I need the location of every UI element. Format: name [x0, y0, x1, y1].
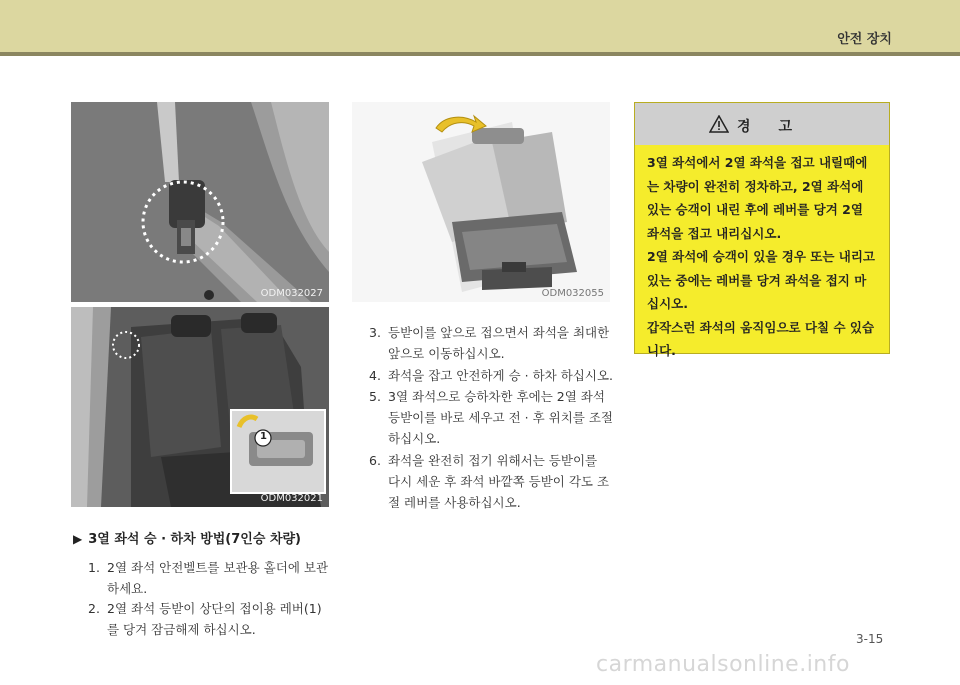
- folded-seat-photo: [352, 102, 610, 302]
- watermark: carmanualsonline.info: [596, 652, 850, 677]
- header-divider: [0, 52, 960, 56]
- procedure-heading: [73, 528, 301, 547]
- warning-triangle-icon: [709, 115, 729, 133]
- step-item: [88, 598, 332, 640]
- seatbelt-holder-photo: [71, 102, 329, 302]
- step-number: 5.: [369, 389, 381, 404]
- photo-code: ODM032055: [541, 288, 604, 299]
- photo-code: ODM032021: [260, 493, 323, 504]
- step-text: 3열 좌석으로 승하차한 후에는 2열 좌석 등받이를 바로 세우고 전 · 후 위치를 조절하십시오.: [388, 389, 613, 446]
- step-number: 4.: [369, 368, 381, 383]
- lever-callout-number: 1: [260, 431, 267, 442]
- step-number: 6.: [369, 453, 381, 468]
- photo-code: ODM032027: [260, 288, 323, 299]
- page-number: 3-15: [856, 632, 884, 646]
- step-number: 3.: [369, 325, 381, 340]
- procedure-heading-text: 3열 좌석 승 · 하차 방법(7인승 차량): [88, 532, 301, 547]
- warning-paragraph: 3열 좌석에서 2열 좌석을 접고 내릴때에는 차량이 완전히 정차하고, 2열 좌석에 있는 승객이 내린 후에 레버를 당겨 2열 좌석을 접고 내리십시오.: [647, 155, 868, 241]
- warning-title: 경고: [737, 119, 821, 135]
- step-item: [369, 322, 613, 364]
- step-number: 1.: [88, 560, 100, 575]
- second-row-seat-photo: [71, 307, 329, 507]
- step-item: [369, 386, 613, 449]
- step-text: 2열 좌석 등받이 상단의 접이용 레버(1)를 당겨 잠금해제 하십시오.: [107, 601, 322, 637]
- step-item: [369, 450, 613, 513]
- section-title: 안전 장치: [837, 32, 892, 47]
- step-text: 2열 좌석 안전벨트를 보관용 홀더에 보관하세요.: [107, 560, 329, 596]
- seatbelt-holder-illustration: [71, 102, 329, 302]
- warning-body: [635, 145, 889, 363]
- step-item: [88, 557, 332, 599]
- play-triangle-icon: ▶: [73, 532, 83, 546]
- warning-header: [635, 103, 889, 145]
- header-band: [0, 0, 960, 56]
- warning-paragraph: 2열 좌석에 승객이 있을 경우 또는 내리고 있는 중에는 레버를 당겨 좌석을 접지 마십시오.: [647, 249, 876, 311]
- step-text: 등받이를 앞으로 접으면서 좌석을 최대한 앞으로 이동하십시오.: [388, 325, 610, 361]
- warning-paragraph: 갑작스런 좌석의 움직임으로 다칠 수 있습니다.: [647, 319, 875, 358]
- step-text: 좌석을 완전히 접기 위해서는 등받이를 다시 세운 후 좌석 바깥쪽 등받이 각도 조절 레버를 사용하십시오.: [388, 453, 610, 510]
- step-text: 좌석을 잡고 안전하게 승 · 하차 하십시오.: [388, 368, 613, 383]
- folded-seat-illustration: [352, 102, 610, 302]
- step-item: [369, 365, 613, 386]
- step-number: 2.: [88, 601, 100, 616]
- second-row-seat-illustration: [71, 307, 329, 507]
- warning-box: [634, 102, 890, 358]
